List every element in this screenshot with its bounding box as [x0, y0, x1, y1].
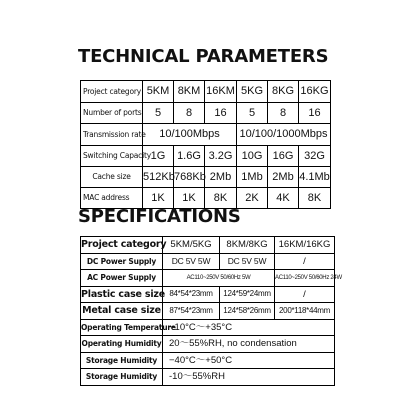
cell: 5	[143, 103, 174, 124]
table-row	[81, 319, 335, 336]
cell: 16KG	[299, 81, 331, 103]
row-label: Switching Capacity	[81, 146, 143, 167]
table-row	[81, 237, 335, 254]
cell: 5	[237, 103, 268, 124]
cell: 8	[174, 103, 205, 124]
cell: /	[275, 253, 335, 270]
cell: DC 5V 5W	[220, 253, 275, 270]
row-label: AC Power Supply	[81, 270, 163, 287]
row-label: MAC address	[81, 188, 143, 209]
cell: 10/100/1000Mbps	[237, 124, 331, 146]
cell: 5KM	[143, 81, 174, 103]
cell: 8	[268, 103, 299, 124]
specifications-table	[80, 236, 342, 386]
row-label: DC Power Supply	[81, 253, 163, 270]
cell: −10°C～+35°C	[163, 319, 335, 336]
table-row	[81, 352, 335, 369]
row-label: Cache size	[81, 167, 143, 188]
cell: 4K	[268, 188, 299, 209]
table-row	[81, 253, 335, 270]
cell: 8KG	[268, 81, 299, 103]
cell: 200*118*44mm	[275, 303, 335, 320]
cell: 1.6G	[174, 146, 205, 167]
table-row	[81, 336, 335, 353]
cell: 8K	[205, 188, 237, 209]
cell: 16	[205, 103, 237, 124]
row-label: Metal case size	[81, 303, 163, 320]
cell: 1Mb	[237, 167, 268, 188]
cell: 124*59*24mm	[220, 286, 275, 303]
cell: 1K	[174, 188, 205, 209]
table-row	[81, 270, 335, 287]
table-row	[81, 81, 331, 103]
column-header: 8KM/8KG	[220, 237, 275, 254]
cell: 4.1Mb	[299, 167, 331, 188]
cell: /	[275, 286, 335, 303]
technical-parameters-heading: TECHNICAL PARAMETERS	[78, 46, 329, 67]
specifications-heading: SPECIFICATIONS	[78, 206, 241, 227]
table-row	[81, 286, 335, 303]
cell: 16KM	[205, 81, 237, 103]
column-header: 5KM/5KG	[163, 237, 220, 254]
row-label: Transmission rate	[81, 124, 143, 146]
cell: 8KM	[174, 81, 205, 103]
cell: 5KG	[237, 81, 268, 103]
table-row	[81, 369, 335, 386]
cell: 768Kb	[174, 167, 205, 188]
table-row	[81, 124, 331, 146]
table-row	[81, 303, 335, 320]
row-label: Operating Humidity	[81, 336, 163, 353]
cell: 87*54*23mm	[163, 303, 220, 320]
column-header: 16KM/16KG	[275, 237, 335, 254]
cell: −40°C～+50°C	[163, 352, 335, 369]
cell: 1G	[143, 146, 174, 167]
row-label: Project category	[81, 237, 163, 254]
cell: 10/100Mbps	[143, 124, 237, 146]
cell: AC110~250V 50/60Hz 5W	[163, 270, 275, 287]
cell: 20～55%RH, no condensation	[163, 336, 335, 353]
cell: 3.2G	[205, 146, 237, 167]
cell: 1K	[143, 188, 174, 209]
cell: 10G	[237, 146, 268, 167]
cell: 124*58*26mm	[220, 303, 275, 320]
cell: 2K	[237, 188, 268, 209]
cell: 16G	[268, 146, 299, 167]
cell: 32G	[299, 146, 331, 167]
row-label: Plastic case size	[81, 286, 163, 303]
row-label: Project category	[81, 81, 143, 103]
row-label: Number of ports	[81, 103, 143, 124]
cell: -10～55%RH	[163, 369, 335, 386]
cell: 512Kb	[143, 167, 174, 188]
cell: DC 5V 5W	[163, 253, 220, 270]
cell: 16	[299, 103, 331, 124]
cell: 2Mb	[205, 167, 237, 188]
table-row	[81, 103, 331, 124]
row-label: Storage Humidity	[81, 369, 163, 386]
technical-parameters-table	[80, 80, 331, 209]
cell: AC110~250V 50/60Hz 24W	[275, 270, 335, 287]
table-row	[81, 167, 331, 188]
table-row	[81, 146, 331, 167]
row-label: Storage Humidity	[81, 352, 163, 369]
cell: 8K	[299, 188, 331, 209]
cell: 2Mb	[268, 167, 299, 188]
cell: 84*54*23mm	[163, 286, 220, 303]
row-label: Operating Temperature	[81, 319, 163, 336]
